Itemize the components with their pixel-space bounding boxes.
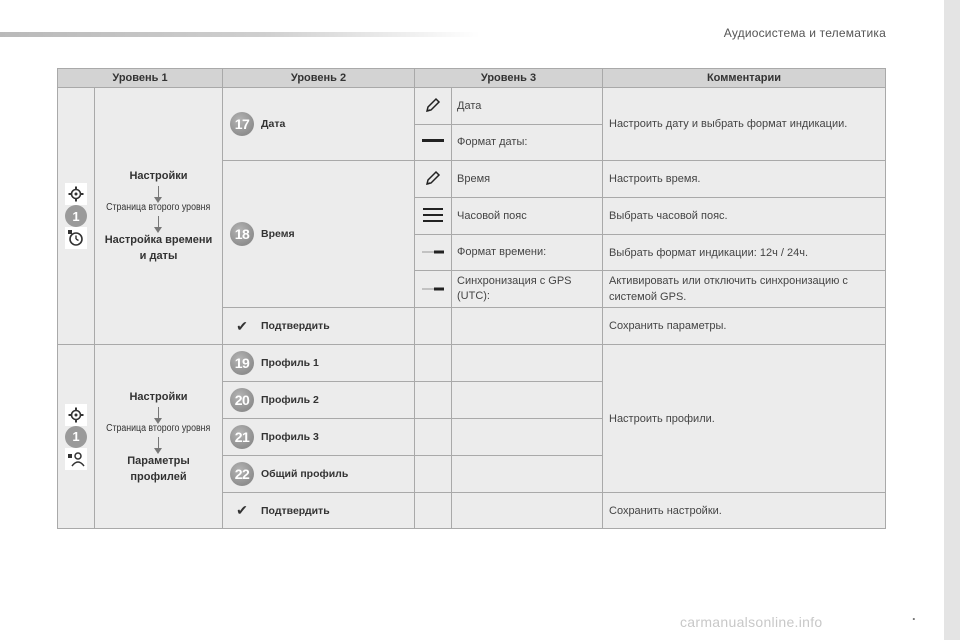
watermark: carmanualsonline.info [680, 614, 823, 630]
profile-label: Профиль 3 [261, 431, 319, 443]
step-badge-21: 21 [230, 425, 254, 449]
time-option[interactable]: Время [452, 161, 603, 198]
empty-cell [452, 493, 603, 529]
confirm-label: Подтвердить [261, 504, 330, 517]
down-arrow-icon [158, 186, 159, 198]
step-badge-22: 22 [230, 462, 254, 486]
date-comment: Настроить дату и выбрать формат индикации. [603, 88, 886, 161]
step-badge-1: 1 [65, 426, 87, 448]
empty-cell [452, 308, 603, 345]
level1-cell [58, 345, 95, 529]
col-header-comments: Комментарии [603, 69, 886, 88]
empty-cell [415, 456, 452, 493]
menu-item-profile-3[interactable] [223, 419, 415, 456]
empty-cell [452, 456, 603, 493]
settings-title: Настройки [129, 390, 188, 403]
table-header-row [58, 69, 886, 88]
empty-cell [415, 419, 452, 456]
menu-item-date[interactable] [223, 88, 415, 161]
second-level-page-label: Страница второго уровня [106, 422, 211, 434]
settings-gear-icon [65, 404, 87, 426]
profile-user-icon [65, 448, 87, 470]
empty-cell [415, 382, 452, 419]
confirm-profiles-button[interactable] [223, 493, 415, 529]
time-format-comment: Выбрать формат индикации: 12ч / 24ч. [603, 235, 886, 271]
menu-item-profile-2[interactable] [223, 382, 415, 419]
date-option[interactable]: Дата [452, 88, 603, 125]
step-badge-20: 20 [230, 388, 254, 412]
profile-label: Профиль 1 [261, 357, 319, 369]
time-label: Время [261, 228, 295, 240]
side-strip [944, 0, 960, 640]
col-header-level2: Уровень 2 [223, 69, 415, 88]
empty-cell [415, 493, 452, 529]
confirm-label: Подтвердить [261, 320, 330, 332]
profiles-comment: Настроить профили. [603, 345, 886, 493]
timezone-comment: Выбрать часовой пояс. [603, 198, 886, 235]
time-comment: Настроить время. [603, 161, 886, 198]
empty-cell [452, 382, 603, 419]
clock-icon [65, 227, 87, 249]
table-row [58, 88, 886, 125]
page-number: . [912, 608, 916, 623]
section-title: Аудиосистема и телематика [723, 26, 886, 40]
down-arrow-icon [158, 437, 159, 449]
step-badge-1: 1 [65, 205, 87, 227]
settings-title: Настройки [129, 170, 188, 182]
gps-sync-option[interactable]: Синхронизация с GPS (UTC): [452, 271, 603, 308]
level1-cell [58, 88, 95, 345]
list-line-icon[interactable] [415, 125, 452, 161]
toggle-icon[interactable] [415, 235, 452, 271]
empty-cell [415, 345, 452, 382]
profile-label: Общий профиль [261, 468, 349, 480]
datetime-settings-title: Настройка времени и даты [104, 234, 213, 262]
empty-cell [452, 345, 603, 382]
gps-sync-comment: Активировать или отключить синхронизацию с системой GPS. [603, 271, 886, 308]
pencil-icon[interactable] [415, 161, 452, 198]
col-header-level3: Уровень 3 [415, 69, 603, 88]
profile-settings-title: Параметры профилей [127, 454, 190, 483]
header-decor-bar [0, 32, 480, 37]
pencil-icon[interactable] [415, 88, 452, 125]
checkmark-icon: ✔ [236, 317, 248, 334]
toggle-icon[interactable] [415, 271, 452, 308]
list-icon[interactable] [415, 198, 452, 235]
menu-item-common-profile[interactable] [223, 456, 415, 493]
step-badge-17: 17 [230, 112, 254, 136]
time-format-option[interactable]: Формат времени: [452, 235, 603, 271]
confirm-profiles-comment: Сохранить настройки. [603, 493, 886, 529]
date-format-option[interactable]: Формат даты: [452, 125, 603, 161]
menu-table [57, 68, 886, 529]
level2-path-cell [95, 345, 223, 529]
settings-gear-icon [65, 183, 87, 205]
level2-path-cell [95, 88, 223, 345]
down-arrow-icon [158, 407, 159, 419]
profile-label: Профиль 2 [261, 394, 319, 406]
menu-item-time[interactable] [223, 161, 415, 308]
step-badge-18: 18 [230, 222, 254, 246]
step-badge-19: 19 [230, 351, 254, 375]
table-row [58, 345, 886, 382]
checkmark-icon: ✔ [236, 502, 248, 518]
confirm-datetime-button[interactable] [223, 308, 415, 345]
date-label: Дата [261, 118, 286, 130]
empty-cell [415, 308, 452, 345]
col-header-level1: Уровень 1 [58, 69, 223, 88]
menu-item-profile-1[interactable] [223, 345, 415, 382]
second-level-page-label: Страница второго уровня [106, 202, 211, 213]
timezone-option[interactable]: Часовой пояс [452, 198, 603, 235]
confirm-datetime-comment: Сохранить параметры. [603, 308, 886, 345]
empty-cell [452, 419, 603, 456]
down-arrow-icon [158, 216, 159, 228]
